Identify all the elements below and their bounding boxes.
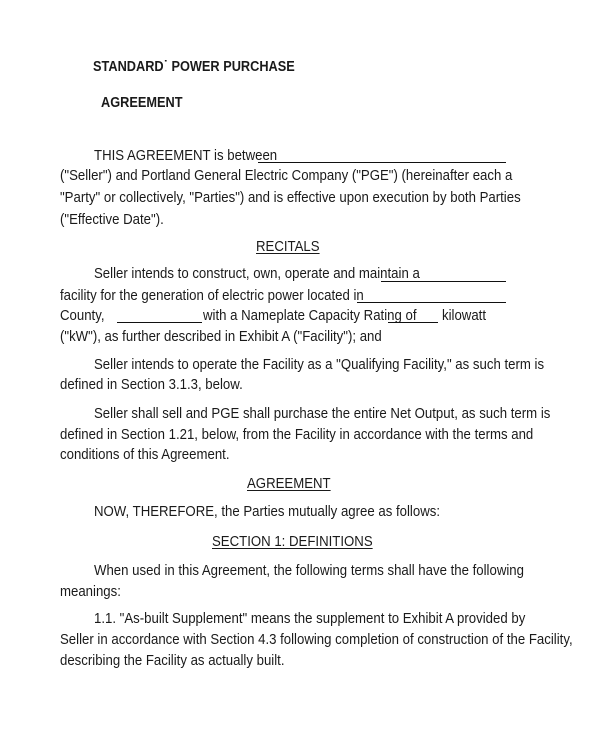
recital-1-line-1: Seller intends to construct, own, operate and maintain a xyxy=(94,265,420,282)
intro-line-3: "Party" or collectively, "Parties") and is effective upon execution by both Parties xyxy=(60,189,521,206)
recital-1-line-4: ("kW"), as further described in Exhibit A ("Facility"); and xyxy=(60,328,382,345)
recital-1-line-3a: County, xyxy=(60,307,105,324)
definition-1-1-line-2: Seller in accordance with Section 4.3 following completion of construction of the Facility, xyxy=(60,631,573,648)
recital-1-line-3b: with a Nameplate Capacity Rating of xyxy=(203,307,417,324)
recital-3-line-3: conditions of this Agreement. xyxy=(60,446,230,463)
definition-1-1-line-3: describing the Facility as actually built. xyxy=(60,652,285,669)
intro-text-1: THIS AGREEMENT is between xyxy=(94,147,278,164)
recital-3-line-1: Seller shall sell and PGE shall purchase the entire Net Output, as such term is xyxy=(94,405,551,422)
capacity-blank xyxy=(388,322,438,323)
recital-3-line-2: defined in Section 1.21, below, from the Facility in accordance with the terms and xyxy=(60,426,534,443)
document-title-line1: STANDARD˙ POWER PURCHASE xyxy=(93,59,295,75)
county-blank xyxy=(117,322,202,323)
section1-para1-line-2: meanings: xyxy=(60,583,121,600)
seller-name-blank xyxy=(258,162,506,163)
agreement-heading: AGREEMENT xyxy=(247,475,331,492)
location-blank xyxy=(357,302,506,303)
facility-type-blank xyxy=(381,281,506,282)
recital-1-line-2: facility for the generation of electric power located in xyxy=(60,287,364,304)
intro-line-4: ("Effective Date"). xyxy=(60,211,164,228)
definition-1-1-line-1: 1.1. "As-built Supplement" means the supplement to Exhibit A provided by xyxy=(94,610,526,627)
recital-1-line-3c: kilowatt xyxy=(442,307,487,324)
document-title-line2: AGREEMENT xyxy=(101,95,183,111)
recital-2-line-2: defined in Section 3.1.3, below. xyxy=(60,376,243,393)
intro-line-2: ("Seller") and Portland General Electric Company ("PGE") (hereinafter each a xyxy=(60,167,513,184)
recitals-heading: RECITALS xyxy=(256,238,320,255)
recital-2-line-1: Seller intends to operate the Facility as a "Qualifying Facility," as such term is xyxy=(94,356,545,373)
section1-para1-line-1: When used in this Agreement, the following terms shall have the following xyxy=(94,562,524,579)
section1-heading: SECTION 1: DEFINITIONS xyxy=(212,533,373,550)
agreement-line-1: NOW, THEREFORE, the Parties mutually agree as follows: xyxy=(94,503,441,520)
